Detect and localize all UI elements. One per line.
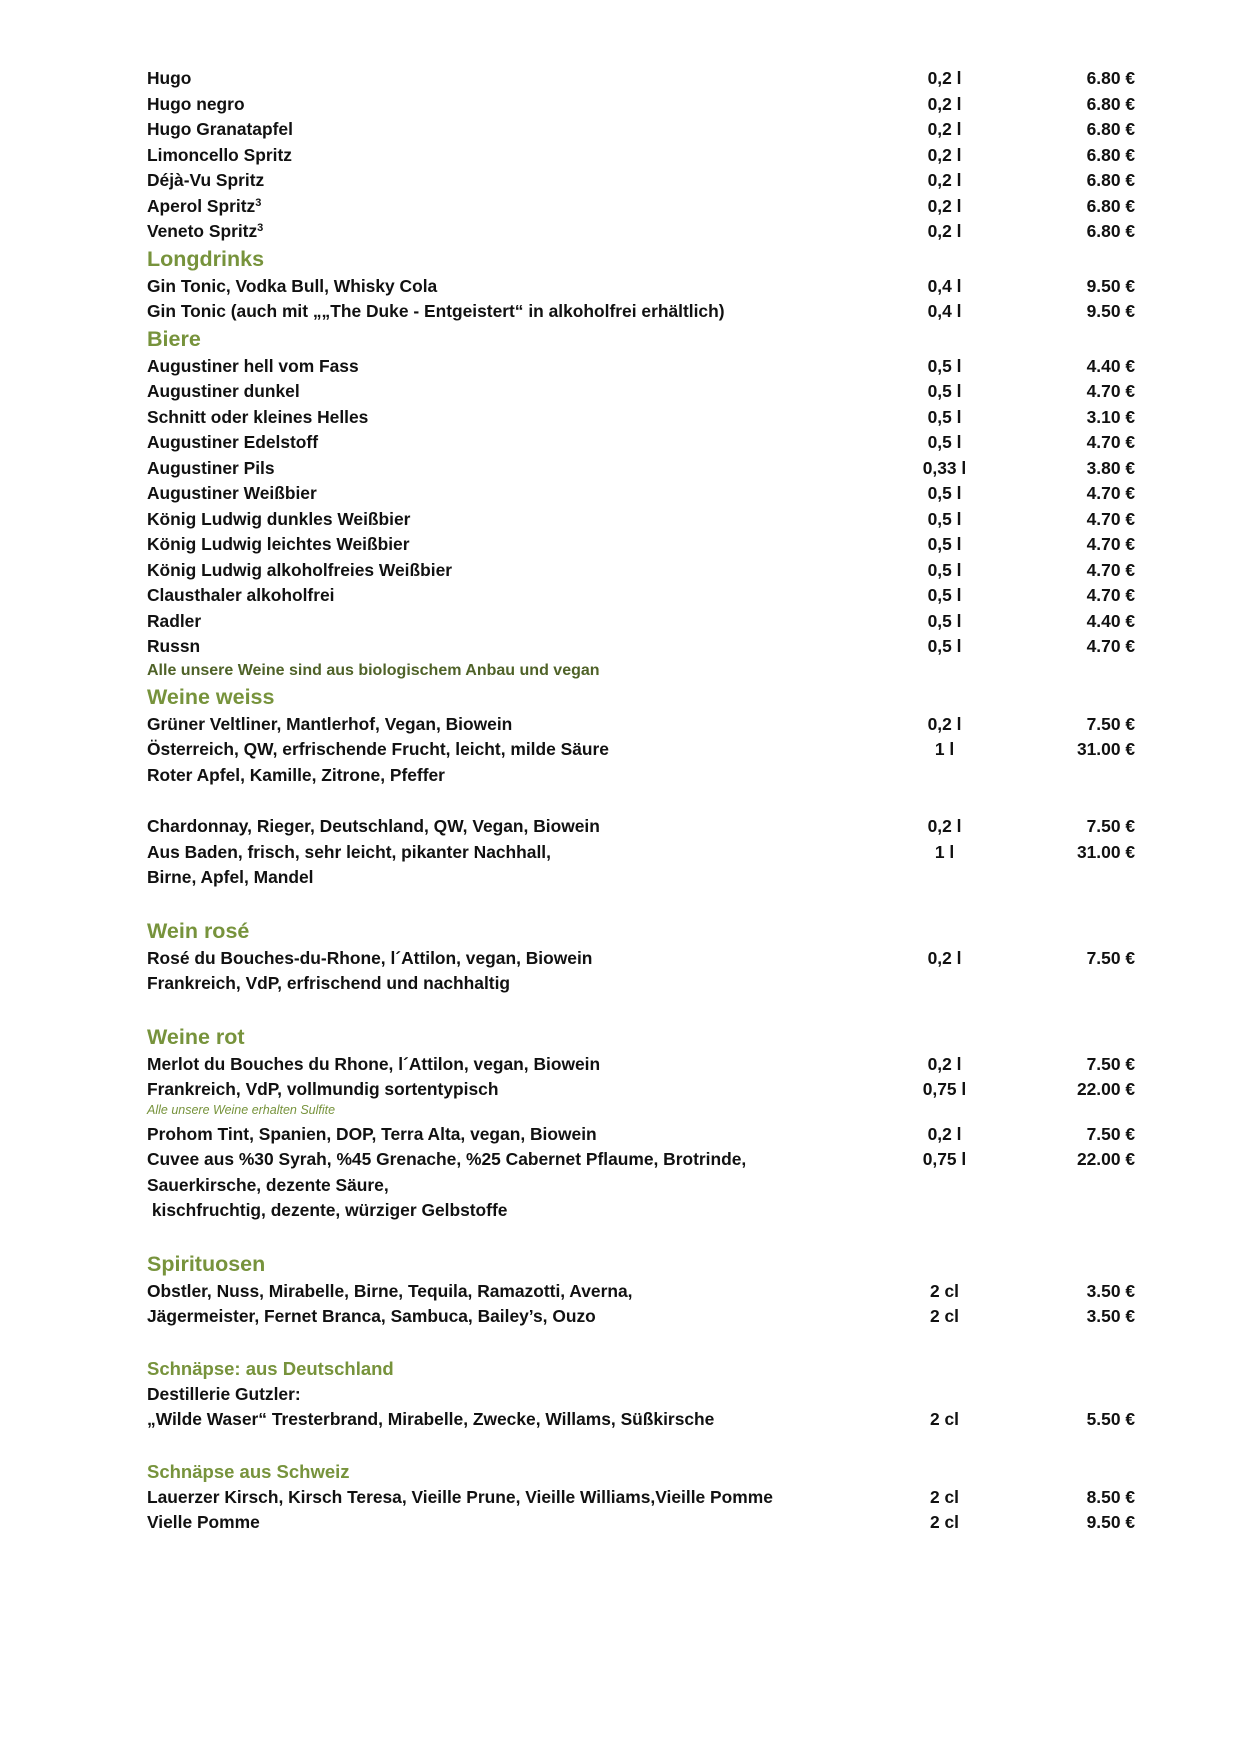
menu-item-row: [147, 532, 1135, 558]
item-quantity: 0,4 l: [927, 275, 962, 296]
menu-item-row: [147, 274, 1135, 300]
item-quantity: 0,75 l: [922, 1079, 967, 1100]
item-name: Augustiner Edelstoff: [147, 432, 319, 453]
menu-item-row: [147, 814, 1135, 840]
item-price: 31.00 €: [1076, 739, 1135, 760]
item-price: 5.50 €: [1086, 1409, 1135, 1430]
item-quantity: 2 cl: [929, 1409, 959, 1430]
item-name: Grüner Veltliner, Mantlerhof, Vegan, Biowein: [147, 713, 513, 734]
item-name: Hugo: [147, 68, 192, 89]
section-heading: Biere: [147, 326, 201, 351]
item-quantity: 0,33 l: [922, 457, 967, 478]
item-price: 6.80 €: [1086, 68, 1135, 89]
section-heading: Wein rosé: [147, 918, 250, 943]
item-description: kischfruchtig, dezente, würziger Gelbstoffe: [147, 1200, 508, 1221]
item-price: 6.80 €: [1086, 170, 1135, 191]
menu-item-row: [147, 456, 1135, 482]
item-name: Augustiner Weißbier: [147, 483, 317, 504]
item-quantity: 2 cl: [929, 1512, 959, 1533]
item-name: König Ludwig leichtes Weißbier: [147, 534, 410, 555]
menu-item-row: [147, 1147, 1135, 1173]
menu-item-row: [147, 379, 1135, 405]
item-price: 31.00 €: [1076, 841, 1135, 862]
item-price: 4.70 €: [1086, 585, 1135, 606]
item-quantity: 0,2 l: [927, 144, 962, 165]
item-name: Russn: [147, 636, 201, 657]
item-price: 7.50 €: [1086, 1053, 1135, 1074]
spacer: [147, 997, 1135, 1023]
menu-item-row: [147, 299, 1135, 325]
item-quantity: 0,2 l: [927, 93, 962, 114]
item-name: Cuvee aus %30 Syrah, %45 Grenache, %25 Cabernet Pflaume, Brotrinde,: [147, 1149, 747, 1170]
item-quantity: 0,2 l: [927, 713, 962, 734]
description-row: [147, 1173, 1135, 1199]
spacer: [147, 891, 1135, 917]
item-name: „Wilde Waser“ Tresterbrand, Mirabelle, Zwecke, Willams, Süßkirsche: [147, 1409, 715, 1430]
item-price: 6.80 €: [1086, 93, 1135, 114]
description-row: [147, 1382, 1135, 1408]
item-name: Prohom Tint, Spanien, DOP, Terra Alta, vegan, Biowein: [147, 1123, 597, 1144]
menu-item-row: [147, 481, 1135, 507]
description-row: [147, 1198, 1135, 1224]
item-price: 7.50 €: [1086, 947, 1135, 968]
item-name: Obstler, Nuss, Mirabelle, Birne, Tequila, Ramazotti, Averna,: [147, 1280, 633, 1301]
menu-item-row: [147, 737, 1135, 763]
item-name: Chardonnay, Rieger, Deutschland, QW, Vegan, Biowein: [147, 816, 600, 837]
description-row: [147, 763, 1135, 789]
item-quantity: 0,2 l: [927, 947, 962, 968]
menu-item-row: [147, 168, 1135, 194]
item-footnote-marker: 3: [257, 222, 264, 235]
item-name: Vielle Pomme: [147, 1512, 260, 1533]
menu-item-row: [147, 354, 1135, 380]
menu-item-row: [147, 583, 1135, 609]
item-quantity: 0,2 l: [927, 170, 962, 191]
menu-item-row: [147, 194, 1135, 220]
item-name: König Ludwig dunkles Weißbier: [147, 508, 411, 529]
sulfite-note: Alle unsere Weine erhalten Sulfite: [147, 1103, 336, 1117]
item-name: Hugo Granatapfel: [147, 119, 293, 140]
menu-item-row: [147, 946, 1135, 972]
menu-item-row: [147, 117, 1135, 143]
menu-item-row: [147, 143, 1135, 169]
section-subheading: Schnäpse: aus Deutschland: [147, 1357, 394, 1379]
item-price: 7.50 €: [1086, 713, 1135, 734]
item-quantity: 0,75 l: [922, 1149, 967, 1170]
item-price: 6.80 €: [1086, 195, 1135, 216]
item-description: Roter Apfel, Kamille, Zitrone, Pfeffer: [147, 764, 445, 785]
item-price: 8.50 €: [1086, 1486, 1135, 1507]
item-price: 4.70 €: [1086, 432, 1135, 453]
item-quantity: 2 cl: [929, 1280, 959, 1301]
menu-item-row: [147, 1304, 1135, 1330]
item-price: 4.70 €: [1086, 636, 1135, 657]
item-price: 3.10 €: [1086, 406, 1135, 427]
item-name: Rosé du Bouches-du-Rhone, l´Attilon, vegan, Biowein: [147, 947, 593, 968]
item-quantity: 0,2 l: [927, 195, 962, 216]
item-price: 22.00 €: [1076, 1149, 1135, 1170]
section-heading: Spirituosen: [147, 1251, 266, 1276]
item-name: Augustiner Pils: [147, 457, 275, 478]
item-name: Jägermeister, Fernet Branca, Sambuca, Bailey’s, Ouzo: [147, 1306, 596, 1327]
menu-item-row: [147, 1407, 1135, 1433]
description-row: [147, 865, 1135, 891]
item-name: Frankreich, VdP, vollmundig sortentypisch: [147, 1079, 499, 1100]
spacer: [147, 788, 1135, 814]
item-price: 4.40 €: [1086, 355, 1135, 376]
menu-item-row: [147, 712, 1135, 738]
section-heading: Longdrinks: [147, 246, 265, 271]
item-name: Österreich, QW, erfrischende Frucht, leicht, milde Säure: [147, 739, 609, 760]
item-price: 4.70 €: [1086, 381, 1135, 402]
description-row: [147, 971, 1135, 997]
item-quantity: 0,5 l: [927, 406, 962, 427]
menu-item-row: [147, 219, 1135, 245]
menu-item-row: [147, 558, 1135, 584]
spacer: [147, 1224, 1135, 1250]
section-heading: Weine rot: [147, 1024, 245, 1049]
item-quantity: 0,5 l: [927, 381, 962, 402]
spacer: [147, 1330, 1135, 1356]
item-name: Aperol Spritz$^3$: [147, 195, 262, 216]
item-price: 3.80 €: [1086, 457, 1135, 478]
item-name: Aus Baden, frisch, sehr leicht, pikanter Nachhall,: [147, 841, 551, 862]
item-price: 4.70 €: [1086, 559, 1135, 580]
item-quantity: 0,5 l: [927, 636, 962, 657]
spacer: [147, 1433, 1135, 1459]
item-name: Gin Tonic (auch mit „„The Duke - Entgeistert“ in alkoholfrei erhältlich): [147, 301, 725, 322]
item-quantity: 0,5 l: [927, 355, 962, 376]
item-price: 7.50 €: [1086, 1123, 1135, 1144]
item-quantity: 2 cl: [929, 1306, 959, 1327]
item-quantity: 0,2 l: [927, 221, 962, 242]
item-quantity: 0,5 l: [927, 508, 962, 529]
item-price: 9.50 €: [1086, 301, 1135, 322]
item-price: 4.70 €: [1086, 508, 1135, 529]
item-price: 6.80 €: [1086, 144, 1135, 165]
menu-item-row: [147, 405, 1135, 431]
menu-item-row: [147, 66, 1135, 92]
item-name: Augustiner dunkel: [147, 381, 300, 402]
item-price: 22.00 €: [1076, 1079, 1135, 1100]
menu-item-row: [147, 609, 1135, 635]
item-price: 3.50 €: [1086, 1280, 1135, 1301]
item-name: Déjà-Vu Spritz: [147, 170, 265, 191]
item-quantity: 0,5 l: [927, 585, 962, 606]
item-quantity: 0,2 l: [927, 68, 962, 89]
drinks-menu: [147, 66, 1135, 1536]
item-quantity: 0,5 l: [927, 559, 962, 580]
menu-item-row: [147, 1279, 1135, 1305]
item-quantity: 0,2 l: [927, 1053, 962, 1074]
item-price: 4.40 €: [1086, 610, 1135, 631]
item-description: Sauerkirsche, dezente Säure,: [147, 1174, 389, 1195]
menu-item-row: [147, 1122, 1135, 1148]
item-description: Frankreich, VdP, erfrischend und nachhaltig: [147, 973, 511, 994]
item-name: Merlot du Bouches du Rhone, l´Attilon, vegan, Biowein: [147, 1053, 601, 1074]
item-quantity: 0,2 l: [927, 119, 962, 140]
item-name: Veneto Spritz$^3$: [147, 221, 264, 242]
item-quantity: 1 l: [934, 739, 955, 760]
menu-item-row: [147, 840, 1135, 866]
item-quantity: 0,5 l: [927, 610, 962, 631]
item-footnote-marker: 3: [255, 196, 262, 209]
item-quantity: 1 l: [934, 841, 955, 862]
item-quantity: 0,5 l: [927, 483, 962, 504]
item-name: Gin Tonic, Vodka Bull, Whisky Cola: [147, 275, 438, 296]
item-quantity: 0,2 l: [927, 1123, 962, 1144]
item-name: König Ludwig alkoholfreies Weißbier: [147, 559, 453, 580]
item-price: 6.80 €: [1086, 221, 1135, 242]
item-name: Limoncello Spritz: [147, 144, 292, 165]
item-name: Hugo negro: [147, 93, 245, 114]
item-quantity: 0,4 l: [927, 301, 962, 322]
item-quantity: 2 cl: [929, 1486, 959, 1507]
item-quantity: 0,2 l: [927, 816, 962, 837]
menu-item-row: [147, 634, 1135, 660]
menu-item-row: [147, 92, 1135, 118]
item-quantity: 0,5 l: [927, 534, 962, 555]
item-name: Lauerzer Kirsch, Kirsch Teresa, Vieille Prune, Vieille Williams,Vieille Pomme: [147, 1486, 773, 1507]
item-description: Destillerie Gutzler:: [147, 1383, 301, 1404]
menu-item-row: [147, 507, 1135, 533]
info-note: Alle unsere Weine sind aus biologischem Anbau und vegan: [147, 662, 600, 679]
section-subheading: Schnäpse aus Schweiz: [147, 1460, 350, 1482]
item-description: Birne, Apfel, Mandel: [147, 867, 314, 888]
item-name: Augustiner hell vom Fass: [147, 355, 359, 376]
item-price: 7.50 €: [1086, 816, 1135, 837]
section-heading: Weine weiss: [147, 684, 275, 709]
item-name: Clausthaler alkoholfrei: [147, 585, 335, 606]
menu-item-row: [147, 1485, 1135, 1511]
menu-item-row: [147, 430, 1135, 456]
item-price: 9.50 €: [1086, 275, 1135, 296]
menu-item-row: [147, 1510, 1135, 1536]
item-price: 3.50 €: [1086, 1306, 1135, 1327]
item-price: 4.70 €: [1086, 483, 1135, 504]
item-price: 6.80 €: [1086, 119, 1135, 140]
item-name: Schnitt oder kleines Helles: [147, 406, 369, 427]
item-price: 4.70 €: [1086, 534, 1135, 555]
item-price: 9.50 €: [1086, 1512, 1135, 1533]
item-name: Radler: [147, 610, 202, 631]
menu-item-row: [147, 1077, 1135, 1103]
menu-item-row: [147, 1052, 1135, 1078]
item-quantity: 0,5 l: [927, 432, 962, 453]
